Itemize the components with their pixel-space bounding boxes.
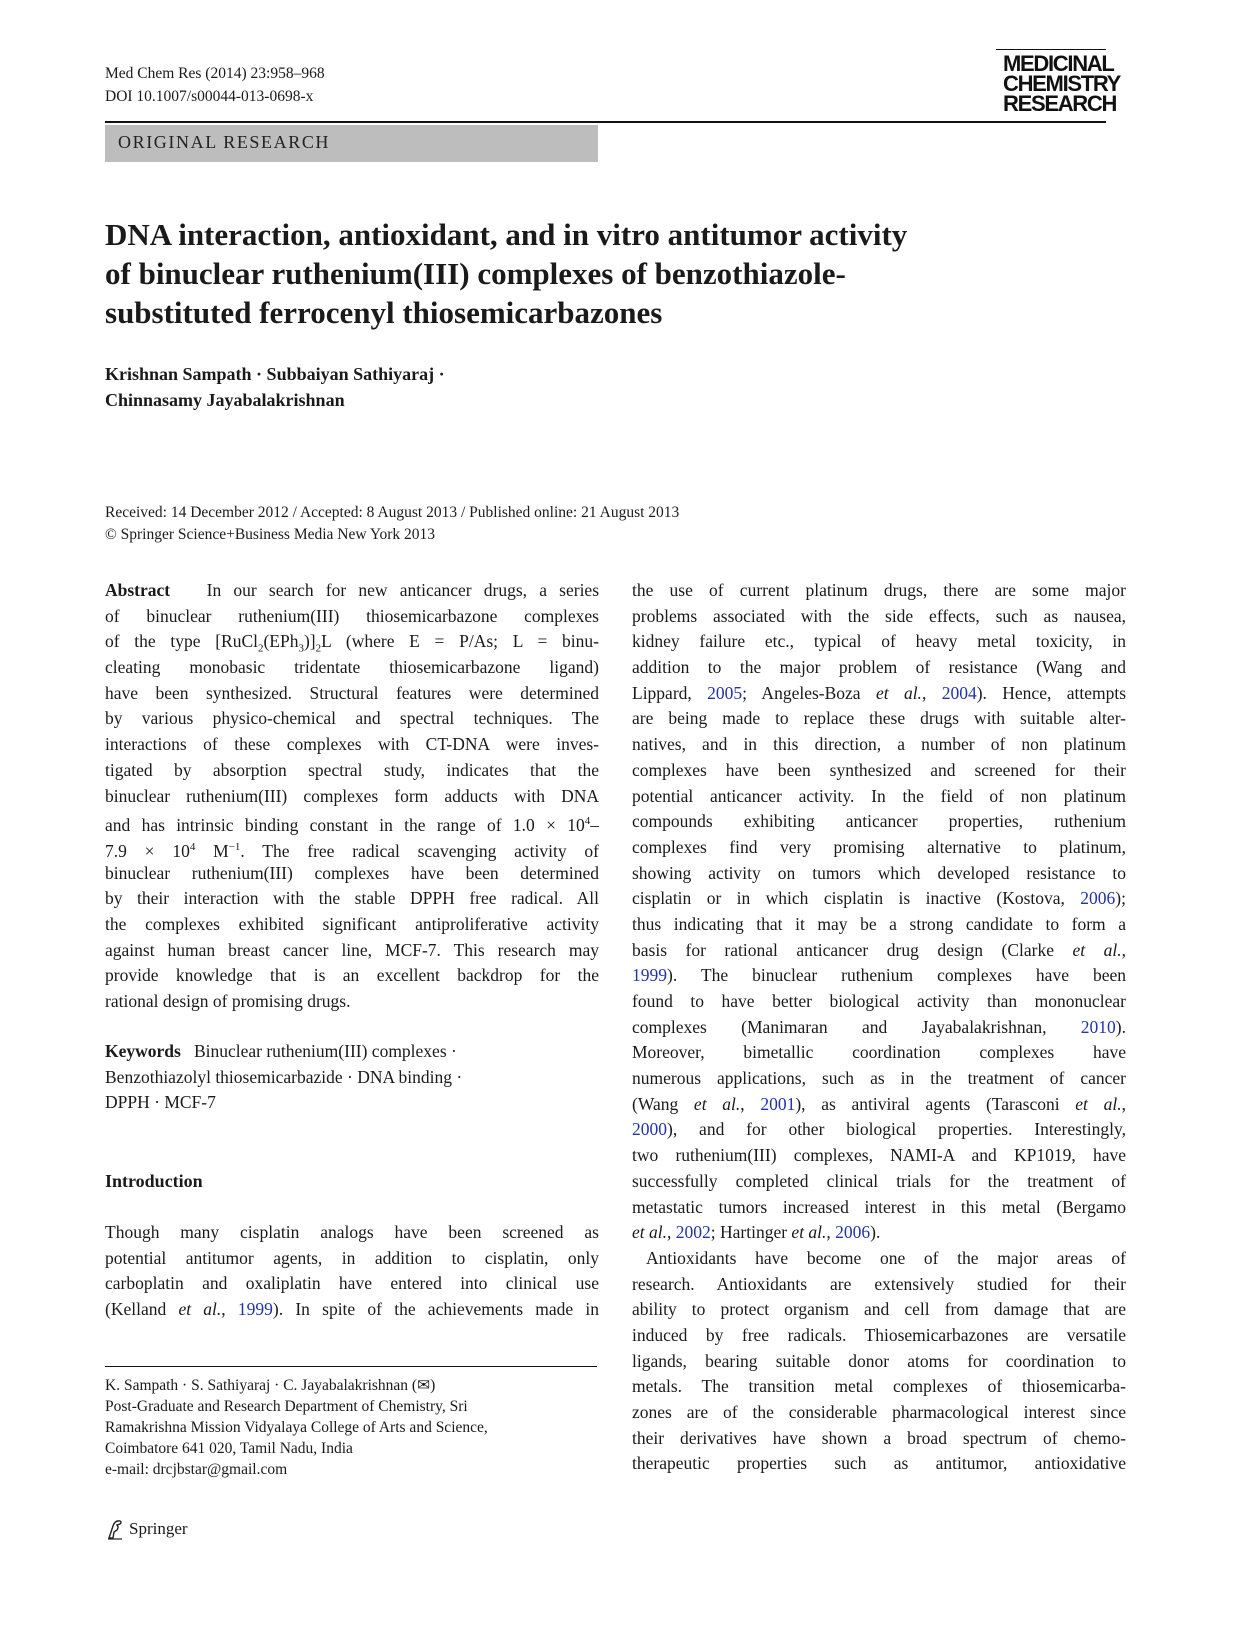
body-line: potential anticancer activity. In the field of non platinum	[632, 785, 1126, 806]
abstract-line: tigated by absorption spectral study, indicates that the	[105, 759, 599, 780]
keywords	[105, 1039, 599, 1116]
citation-link[interactable]: 2001	[760, 1093, 796, 1114]
body-line: Lippard, 2005; Angeles-Boza et al., 2004). Hence, attempts	[632, 682, 1126, 703]
body-line: thus indicating that it may be a strong candidate to form a	[632, 913, 1126, 934]
introduction-heading: Introduction	[105, 1171, 203, 1191]
body-line: the use of current platinum drugs, there are some major	[632, 580, 1126, 600]
affiliation-line: Ramakrishna Mission Vidyalaya College of Arts and Science,	[105, 1419, 488, 1436]
body-line: their derivatives have shown a broad spectrum of chemo-	[632, 1427, 1126, 1448]
body-line: basis for rational anticancer drug design (Clarke et al.,	[632, 939, 1126, 960]
title-line: DNA interaction, antioxidant, and in vitro antitumor activity	[105, 217, 908, 252]
abstract-line: by their interaction with the stable DPPH free radical. All	[105, 888, 599, 909]
keywords-line: Keywords Binuclear ruthenium(III) complexes ·	[105, 1041, 457, 1061]
body-line: successfully completed clinical trials for the treatment of	[632, 1170, 1126, 1191]
affiliation-line: Coimbatore 641 020, Tamil Nadu, India	[105, 1440, 353, 1457]
intro-line: potential antitumor agents, in addition to cisplatin, only	[105, 1247, 599, 1268]
abstract-line: and has intrinsic binding constant in the range of $1.0 \times 10^4-$	[105, 815, 599, 835]
body-line: addition to the major problem of resistance (Wang and	[632, 657, 1126, 678]
affiliation-line: K. Sampath · S. Sathiyaraj · C. Jayabalakrishnan (✉)	[105, 1377, 436, 1394]
abstract-line: $7.9 \times 10^4$ $M^{-1}$. The free radical scavenging activity of	[105, 840, 599, 861]
publisher-footer	[105, 1518, 188, 1540]
body-line: compounds exhibiting anticancer properties, ruthenium	[632, 811, 1126, 832]
citation-link[interactable]: 1999	[632, 965, 667, 986]
body-line: Moreover, bimetallic coordination complexes have	[632, 1042, 1126, 1063]
section-label-bar	[105, 125, 598, 162]
abstract	[105, 578, 599, 1015]
body-line: complexes have been synthesized and screened for their	[632, 759, 1126, 780]
title-line: of binuclear ruthenium(III) complexes of benzothiazole-	[105, 256, 846, 291]
body-line: et al., 2002; Hartinger et al., 2006).	[632, 1222, 881, 1243]
body-line: metals. The transition metal complexes of thiosemicarba-	[632, 1376, 1126, 1397]
publisher-name: Springer	[129, 1519, 188, 1538]
intro-line: carboplatin and oxaliplatin have entered into clinical use	[105, 1273, 599, 1294]
citation-link[interactable]: 2000	[632, 1119, 667, 1140]
keywords-line: Benzothiazolyl thiosemicarbazide · DNA binding ·	[105, 1066, 463, 1087]
journal-citation: Med Chem Res (2014) 23:958–968	[105, 65, 325, 82]
author-affiliation	[105, 1375, 599, 1480]
body-line: ligands, bearing suitable donor atoms for coordination to	[632, 1350, 1126, 1371]
citation-link[interactable]: 2010	[1080, 1016, 1116, 1037]
dates-line: Received: 14 December 2012 / Accepted: 8 August 2013 / Published online: 21 August 2013	[105, 504, 680, 521]
abstract-line: by various physico-chemical and spectral techniques. The	[105, 708, 599, 729]
body-line: two ruthenium(III) complexes, NAMI-A and KP1019, have	[632, 1145, 1126, 1166]
email-line: e-mail: drcjbstar@gmail.com	[105, 1461, 288, 1478]
body-line: ability to protect organism and cell from damage that are	[632, 1299, 1126, 1320]
abstract-line: the complexes exhibited significant antiproliferative activity	[105, 913, 599, 934]
intro-line: Though many cisplatin analogs have been screened as	[105, 1222, 599, 1242]
abstract-line: against human breast cancer line, MCF-7. This research may	[105, 939, 599, 960]
abstract-line: interactions of these complexes with CT-DNA were inves-	[105, 734, 599, 755]
citation-link[interactable]: 2005	[707, 682, 743, 703]
body-line: 1999). The binuclear ruthenium complexes have been	[632, 965, 1126, 986]
keywords-line: DPPH · MCF-7	[105, 1092, 216, 1113]
citation-link[interactable]: 2002	[675, 1222, 711, 1243]
body-line: natives, and in this direction, a number of non platinum	[632, 734, 1126, 755]
body-line: Antioxidants have become one of the major areas of	[646, 1247, 1126, 1268]
citation-link[interactable]: 2006	[1080, 888, 1116, 909]
footnote-rule	[105, 1366, 597, 1367]
body-line: complexes find very promising alternative to platinum,	[632, 836, 1126, 857]
logo-line: RESEARCH	[1003, 91, 1117, 116]
introduction-text	[105, 1220, 599, 1323]
abstract-line: Abstract In our search for new anticancer drugs, a series	[105, 580, 599, 600]
logo-line: CHEMISTRY	[1003, 71, 1121, 96]
springer-horse-icon	[105, 1518, 125, 1540]
intro-line: (Kelland et al., 1999). In spite of the achievements made in	[105, 1299, 599, 1320]
abstract-line: rational design of promising drugs.	[105, 991, 351, 1011]
keywords-heading: Keywords	[105, 1041, 181, 1061]
affiliation-line: Post-Graduate and Research Department of Chemistry, Sri	[105, 1398, 468, 1415]
abstract-line: binuclear ruthenium(III) complexes have been determined	[105, 862, 599, 883]
title-line: substituted ferrocenyl thiosemicarbazones	[105, 295, 663, 330]
abstract-line: provide knowledge that is an excellent backdrop for the	[105, 965, 599, 986]
body-line: complexes (Manimaran and Jayabalakrishnan, 2010).	[632, 1016, 1126, 1037]
abstract-heading: Abstract	[105, 580, 171, 600]
doi-line: DOI 10.1007/s00044-013-0698-x	[105, 88, 314, 105]
body-line: (Wang et al., 2001), as antiviral agents (Tarasconi et al.,	[632, 1093, 1126, 1114]
copyright-line: © Springer Science+Business Media New York 2013	[105, 526, 436, 543]
article-history	[105, 502, 679, 546]
abstract-line: of binuclear ruthenium(III) thiosemicarbazone complexes	[105, 605, 599, 626]
body-line: are being made to replace these drugs with suitable alter-	[632, 708, 1126, 729]
logo-top-rule	[996, 49, 1106, 50]
body-line: zones are of the considerable pharmacological interest since	[632, 1402, 1126, 1422]
body-line: cisplatin or in which cisplatin is inactive (Kostova, 2006);	[632, 888, 1126, 909]
citation-link[interactable]: 1999	[237, 1299, 273, 1320]
logo-line: MEDICINAL	[1003, 51, 1114, 76]
citation-link[interactable]: 2004	[941, 682, 977, 703]
body-line: induced by free radicals. Thiosemicarbazones are versatile	[632, 1324, 1126, 1345]
body-line: showing activity on tumors which developed resistance to	[632, 862, 1126, 883]
body-line: kidney failure etc., typical of heavy metal toxicity, in	[632, 631, 1126, 652]
author-line: Chinnasamy Jayabalakrishnan	[105, 390, 345, 410]
body-line: research. Antioxidants are extensively studied for their	[632, 1273, 1126, 1294]
body-line: metastatic tumors increased interest in this metal (Bergamo	[632, 1196, 1126, 1217]
citation-link[interactable]: 2006	[835, 1222, 871, 1243]
header-rule	[105, 121, 1106, 123]
abstract-line: have been synthesized. Structural features were determined	[105, 682, 599, 703]
abstract-line: cleating monobasic tridentate thiosemicarbazone ligand)	[105, 657, 599, 678]
author-list	[105, 361, 445, 413]
body-line: therapeutic properties such as antitumor, antioxidative	[632, 1453, 1126, 1474]
body-line: 2000), and for other biological properties. Interestingly,	[632, 1119, 1126, 1140]
abstract-line: binuclear ruthenium(III) complexes form adducts with DNA	[105, 785, 599, 806]
journal-logo	[1003, 51, 1121, 116]
body-line: found to have better biological activity than mononuclear	[632, 991, 1126, 1011]
body-line: problems associated with the side effects, such as nausea,	[632, 605, 1126, 626]
right-column-text	[632, 578, 1126, 1477]
article-title	[105, 215, 1005, 332]
section-label: ORIGINAL RESEARCH	[118, 132, 331, 152]
body-line: numerous applications, such as in the treatment of cancer	[632, 1068, 1126, 1089]
author-line: Krishnan Sampath · Subbaiyan Sathiyaraj ·	[105, 364, 445, 384]
abstract-line: of the type $[RuCl_2(EPh_3)]_2L$ (where E = P/As; L = binu-	[105, 631, 599, 655]
